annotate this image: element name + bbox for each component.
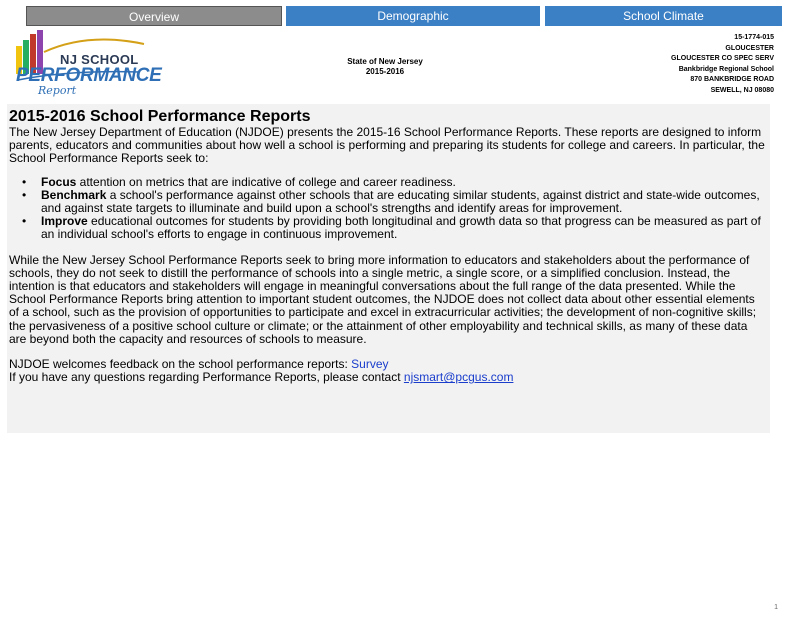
overview-panel: [7, 104, 770, 433]
bullet-text: educational outcomes for students by providing both longitudinal and growth data so that progress can be measured as part of an individual school's efforts to engage in continuous improvement.: [41, 214, 761, 242]
bullet-text: a school's performance against other schools that are educating similar students, against district and state-wide outcomes, and against state targets to illuminate and build upon a school's strengths and identify areas for improvement.: [41, 187, 760, 216]
bullet-keyword: Focus: [41, 174, 77, 189]
list-item: [9, 215, 768, 241]
feedback-text: NJDOE welcomes feedback on the school performance reports:: [9, 357, 352, 372]
logo-text-performance: PERFORMANCE: [16, 65, 162, 86]
district-name: GLOUCESTER CO SPEC SERV: [671, 55, 774, 63]
page-number: 1: [774, 604, 778, 611]
address-line-1: 870 BANKBRIDGE ROAD: [690, 76, 774, 84]
school-year: 2015-2016: [365, 67, 405, 76]
intro-paragraph: The New Jersey Department of Education (NJDOE) presents the 2015-16 School Performance Reports. These reports are designed to inform parents, educators and communities about how well a school is performing and preparing its students for college and careers. In particular, the School Performance Reports seek to:: [9, 125, 765, 166]
disclaimer-paragraph: While the New Jersey School Performance Reports seek to bring more information to educators and stakeholders about the performance of schools, they do not seek to distill the performance of schools into a single metric, a single score, or a simplified conclusion. Instead, the intention is that educators and stakeholders will engage in meaningful conversations about the full range of the data presented. While the School Performance Reports bring attention to important student outcomes, the NJDOE does not collect data about other essential elements of a school, such as the provision of opportunities to participate and excel in extracurricular activities; the development of non-cognitive skills; the pervasiveness of a positive school culture or climate; or the attainment of other employability and technical skills, as many of these data are beyond both the capacity and resources of schools to measure.: [9, 252, 757, 346]
goals-list: [9, 176, 768, 242]
page-title: 2015-2016 School Performance Reports: [9, 108, 311, 125]
state-info: [320, 57, 450, 77]
nj-school-performance-logo: [8, 30, 162, 98]
tab-school-climate[interactable]: School Climate: [545, 6, 782, 26]
logo-text-report: Report: [38, 84, 77, 97]
list-item: [9, 189, 768, 215]
logo-text-nj-school: NJ SCHOOL: [60, 52, 139, 67]
survey-link[interactable]: Survey: [351, 357, 389, 372]
county-name: GLOUCESTER: [725, 44, 774, 52]
tab-demographic[interactable]: Demographic: [286, 6, 540, 26]
bullet-text: attention on metrics that are indicative of college and career readiness.: [76, 174, 456, 189]
tab-bar: [26, 6, 782, 26]
contact-text: If you have any questions regarding Performance Reports, please contact: [9, 370, 404, 385]
email-link[interactable]: njsmart@pcgus.com: [403, 370, 514, 385]
address-line-2: SEWELL, NJ 08080: [710, 86, 774, 94]
tab-overview[interactable]: Overview: [26, 6, 282, 26]
state-name: State of New Jersey: [347, 57, 423, 66]
contact-line: [9, 371, 768, 384]
bullet-keyword: Improve: [41, 214, 88, 229]
school-name: Bankbridge Regional School: [678, 65, 774, 73]
school-code: 15-1774-015: [734, 34, 774, 41]
bullet-keyword: Benchmark: [41, 187, 107, 202]
school-info: [554, 33, 774, 97]
